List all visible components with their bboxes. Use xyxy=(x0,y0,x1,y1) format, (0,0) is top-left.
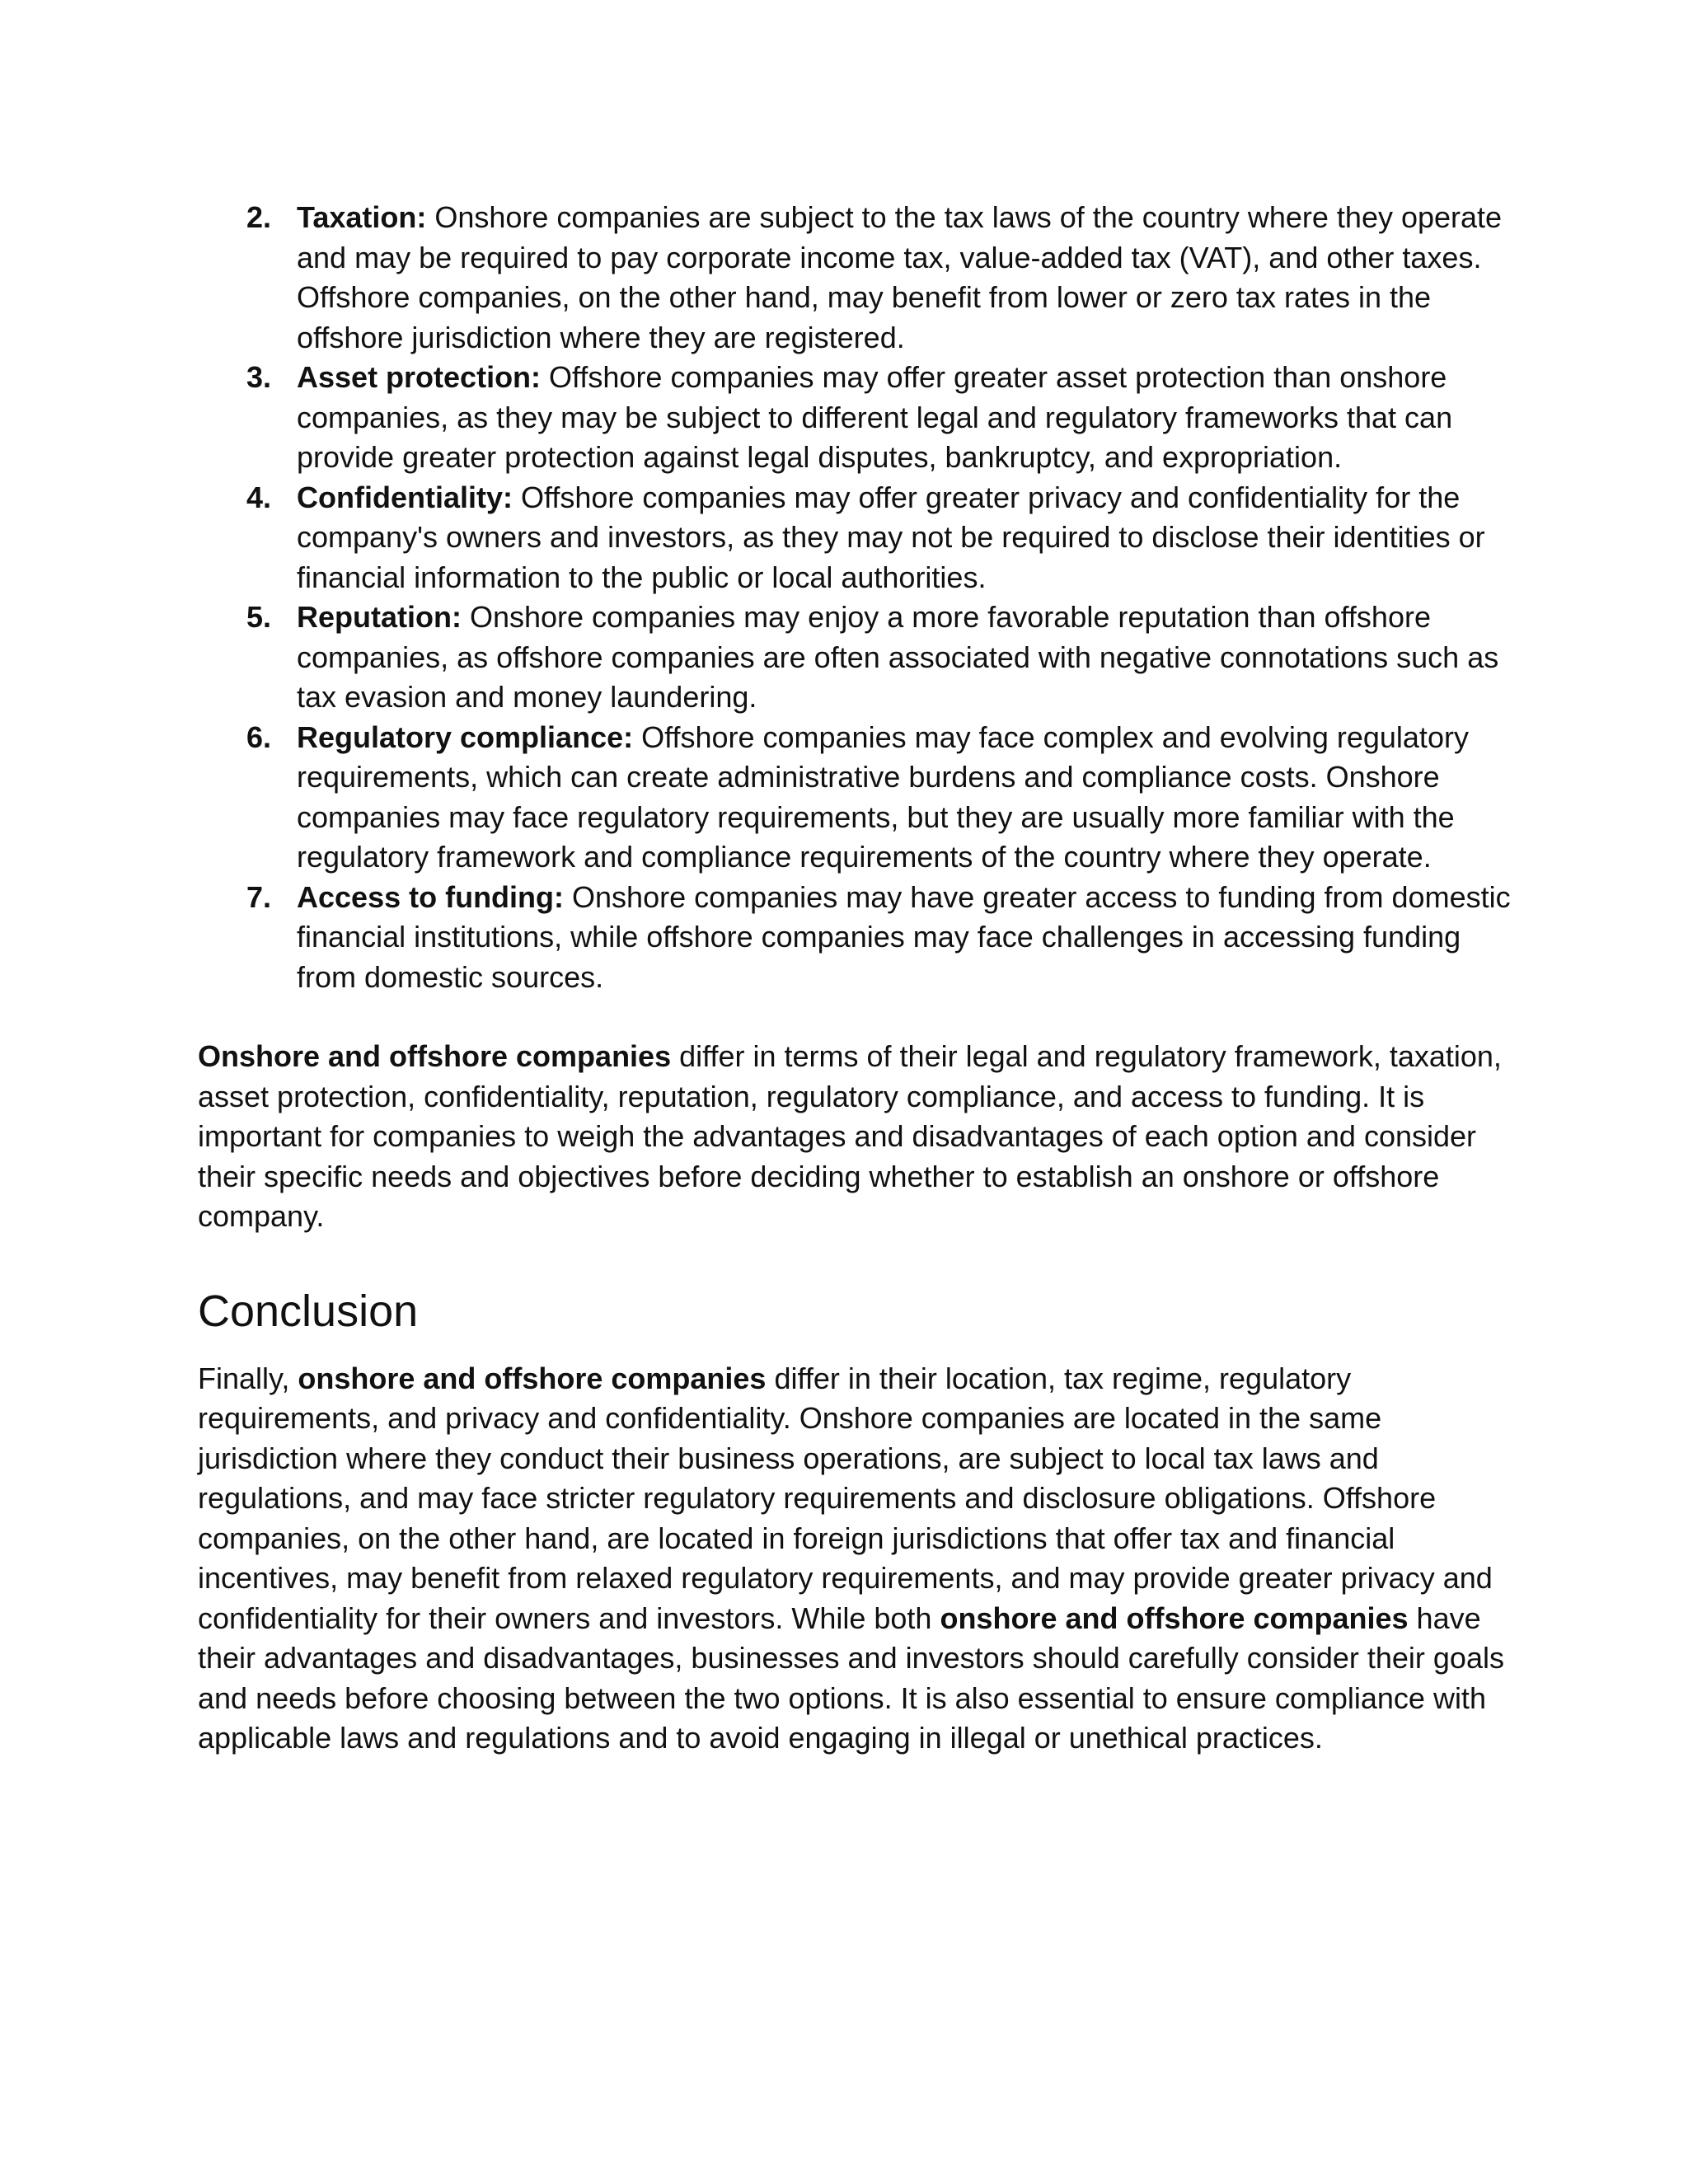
list-item-title: Asset protection: xyxy=(297,360,542,394)
summary-bold-phrase: Onshore and offshore companies xyxy=(198,1039,672,1073)
list-item xyxy=(198,478,1517,598)
list-item-text: Onshore companies may have greater access to funding from domestic financial institutions, while offshore companies may face challenges in accessing funding from domestic sources. xyxy=(297,879,1511,994)
list-item-text: Offshore companies may offer greater asset protection than onshore companies, as they may be subject to different legal and regulatory frameworks that can provide greater protection against legal disputes, bankruptcy, and expropriation. xyxy=(297,360,1453,474)
conclusion-bold-phrase-1: onshore and offshore companies xyxy=(298,1361,767,1395)
conclusion-text-part2: differ in their location, tax regime, regulatory requirements, and privacy and confidentiality. Onshore companies are located in the same jurisdiction where they conduct their business operations, are subject to local tax laws and regulations, and may face stricter regulatory requirements and disclosure obligations. Offshore companies, on the other hand, are located in foreign jurisdictions that offer tax and financial incentives, may benefit from relaxed regulatory requirements, and may provide greater privacy and confidentiality for their owners and investors. While both xyxy=(198,1361,1493,1635)
list-item-title: Access to funding: xyxy=(297,879,565,914)
list-item xyxy=(198,718,1517,878)
list-item-number: 7. xyxy=(246,879,272,914)
list-item-title: Confidentiality: xyxy=(297,480,513,514)
list-item-text: Onshore companies are subject to the tax laws of the country where they operate and may be required to pay corporate income tax, value-added tax (VAT), and other taxes. Offshore companies, on the other hand, may benefit from lower or zero tax rates in the offshore jurisdiction where they are registered. xyxy=(297,200,1503,354)
conclusion-text-part1: Finally, xyxy=(198,1361,298,1395)
list-item xyxy=(198,878,1517,998)
list-item-title: Regulatory compliance: xyxy=(297,719,634,754)
list-item xyxy=(198,358,1517,478)
list-item-text: Onshore companies may enjoy a more favorable reputation than offshore companies, as offshore companies are often associated with negative connotations such as tax evasion and money laundering. xyxy=(297,600,1499,714)
conclusion-text-part3: have their advantages and disadvantages, businesses and investors should carefully consider their goals and needs before choosing between the two options. It is also essential to ensure compliance with applicable laws and regulations and to avoid engaging in illegal or unethical practices. xyxy=(198,1601,1504,1755)
list-item xyxy=(198,198,1517,358)
list-item-number: 4. xyxy=(246,480,272,514)
list-item xyxy=(198,598,1517,718)
list-item-title: Reputation: xyxy=(297,600,462,634)
list-item-title: Taxation: xyxy=(297,200,427,234)
document-page xyxy=(198,198,1517,1759)
list-item-text: Offshore companies may offer greater privacy and confidentiality for the company's owners and investors, as they may not be required to disclose their identities or financial information to the public or local authorities. xyxy=(297,480,1485,594)
summary-paragraph xyxy=(198,1037,1517,1237)
conclusion-bold-phrase-2: onshore and offshore companies xyxy=(940,1601,1409,1635)
conclusion-paragraph xyxy=(198,1359,1517,1759)
list-item-text: Offshore companies may face complex and evolving regulatory requirements, which can create administrative burdens and compliance costs. Onshore companies may face regulatory requirements, but they are usually more familiar with the regulatory framework and compliance requirements of the country where they operate. xyxy=(297,719,1469,874)
list-item-number: 2. xyxy=(246,200,272,234)
comparison-factors-list xyxy=(198,198,1517,997)
list-item-number: 3. xyxy=(246,360,272,394)
summary-text: differ in terms of their legal and regulatory framework, taxation, asset protection, confidentiality, reputation, regulatory compliance, and access to funding. It is important for companies to weigh the advantages and disadvantages of each option and consider their specific needs and objectives before deciding whether to establish an onshore or offshore company. xyxy=(198,1039,1502,1233)
list-item-number: 6. xyxy=(246,719,272,754)
conclusion-heading: Conclusion xyxy=(198,1286,419,1336)
list-item-number: 5. xyxy=(246,600,272,634)
